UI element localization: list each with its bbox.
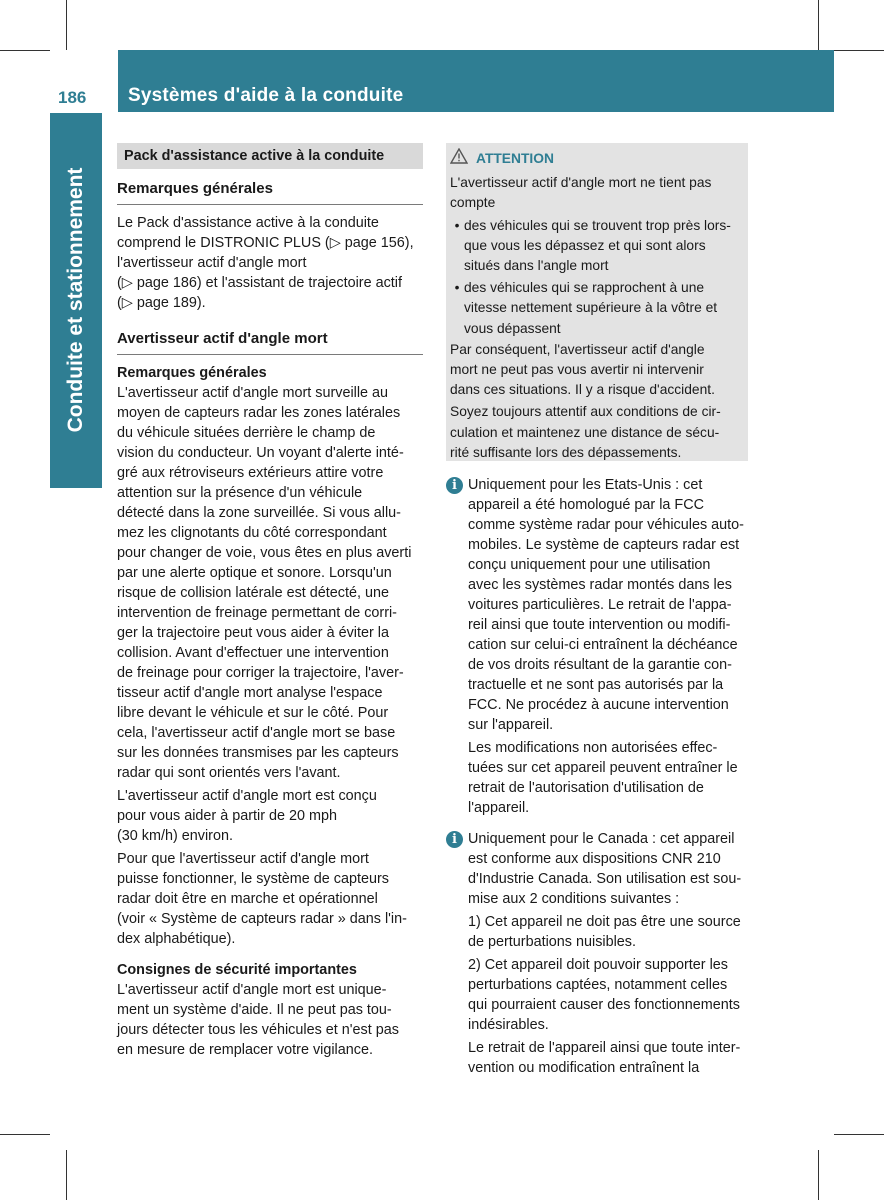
- paragraph: Uniquement pour le Canada : cet appareil est conforme aux dispositions CNR 210 d'Industrie Canada. Son utilisation est sou- mise aux 2 conditions suivantes :: [468, 831, 742, 907]
- paragraph: Soyez toujours attentif aux conditions de cir- culation et maintenez une distance de sécu- rité suffisante lors des dépassements.: [450, 404, 721, 460]
- crop-mark: [818, 1150, 819, 1200]
- paragraph: Le retrait de l'appareil ainsi que toute inter- vention ou modification entraînent la: [468, 1040, 741, 1076]
- side-tab-label: Conduite et stationnement: [64, 167, 87, 433]
- crop-mark: [834, 50, 884, 51]
- crop-mark: [834, 1134, 884, 1135]
- info-body: [468, 475, 744, 821]
- warning-title-text: ATTENTION: [476, 151, 554, 166]
- crop-mark: [0, 50, 50, 51]
- paragraph: Par conséquent, l'avertisseur actif d'angle mort ne peut pas vous avertir ni intervenir dans ces situations. Il y a risque d'accident.: [450, 341, 715, 398]
- info-icon: i: [446, 477, 463, 494]
- paragraph: L'avertisseur actif d'angle mort surveille au moyen de capteurs radar les zones latérales du véhicule situées derrière le champ de vision du conducteur. Un voyant d'alerte inté- gré aux rétroviseurs extérieurs attire votre attention sur la présence d'un véhicule détecté dans la zone surveillée. Si vous allu- mez les clignotants du côté correspondant pour changer de voie, vous êtes en plus averti par une alerte optique et sonore. Lorsqu'un risque de collision latérale est détecté, une intervention de freinage permettant de corri- ger la trajectoire peut vous aider à éviter la collision. Avant d'effectuer une intervention de freinage pour corriger la trajectoire, l'aver- tisseur actif d'angle mort analyse l'espace libre devant le véhicule et sur le côté. Pour cela, l'avertisseur actif d'angle mort se base sur les données transmises par les capteurs radar qui sont orientés vers l'avant.: [117, 385, 412, 781]
- section-title: Pack d'assistance active à la conduite: [117, 143, 423, 169]
- list-item: [450, 278, 744, 339]
- heading-general-remarks: Remarques générales: [117, 178, 423, 205]
- paragraph: 2) Cet appareil doit pouvoir supporter les perturbations captées, notamment celles qui pourraient causer des fonctionnements indésirables.: [468, 957, 740, 1033]
- list-item: [450, 216, 744, 277]
- warning-triangle-icon: [450, 148, 476, 170]
- warning-title: [450, 148, 744, 170]
- paragraph: L'avertisseur actif d'angle mort est conçu pour vous aider à partir de 20 mph (30 km/h) environ.: [117, 788, 377, 844]
- bullet-icon: •: [454, 280, 460, 296]
- info-body: [468, 829, 741, 1081]
- subheading-general-remarks: Remarques générales: [117, 365, 267, 381]
- list-item-text: des véhicules qui se rapprochent à une vitesse nettement supérieure à la vôtre et vous dépassent: [464, 280, 718, 336]
- crop-mark: [818, 0, 819, 50]
- info-note-canada: [446, 829, 748, 1081]
- crop-mark: [66, 0, 67, 50]
- subheading-safety: Consignes de sécurité importantes: [117, 962, 357, 978]
- paragraph: L'avertisseur actif d'angle mort ne tient pas compte: [450, 175, 712, 211]
- paragraph: Pour que l'avertisseur actif d'angle mort puisse fonctionner, le système de capteurs radar doit être en marche et opérationnel (voir « Système de capteurs radar » dans l'in- dex alphabétique).: [117, 851, 407, 947]
- bullet-icon: •: [454, 217, 460, 233]
- warning-box: [446, 143, 748, 461]
- page-title: Systèmes d'aide à la conduite: [128, 85, 404, 106]
- paragraph: Le Pack d'assistance active à la conduite comprend le DISTRONIC PLUS (▷ page 156), l'avertisseur actif d'angle mort (▷ page 186) et l'assistant de trajectoire actif (▷ page 189).: [117, 215, 414, 311]
- paragraph: L'avertisseur actif d'angle mort est unique- ment un système d'aide. Il ne peut pas tou- jours détecter tous les véhicules et n'est pas en mesure de remplacer votre vigilance.: [117, 982, 399, 1058]
- paragraph: Les modifications non autorisées effec- tuées sur cet appareil peuvent entraîner le retrait de l'autorisation d'utilisation de l'appareil.: [468, 740, 738, 816]
- info-note-usa: [446, 475, 748, 821]
- crop-mark: [66, 1150, 67, 1200]
- paragraph: Uniquement pour les Etats-Unis : cet appareil a été homologué par la FCC comme système radar pour véhicules auto- mobiles. Le système de capteurs radar est conçu uniquement pour une utilisation avec les systèmes radar montés dans les voitures particulières. Le retrait de l'appa- reil ainsi que toute intervention ou modifi- cation sur celui-ci entraînent la déchéance de vos droits résultant de la garantie con- tractuelle et ne sont pas autorisés par la FCC. Ne procédez à aucune intervention sur l'appareil.: [468, 477, 744, 733]
- page-number: 186: [58, 88, 87, 107]
- left-column: [117, 143, 423, 1063]
- heading-blind-spot: Avertisseur actif d'angle mort: [117, 328, 423, 355]
- right-column: [446, 143, 748, 1081]
- info-icon: i: [446, 831, 463, 848]
- paragraph: 1) Cet appareil ne doit pas être une source de perturbations nuisibles.: [468, 914, 741, 950]
- list-item-text: des véhicules qui se trouvent trop près lors- que vous les dépassez et qui sont alors situés dans l'angle mort: [464, 217, 731, 274]
- crop-mark: [0, 1134, 50, 1135]
